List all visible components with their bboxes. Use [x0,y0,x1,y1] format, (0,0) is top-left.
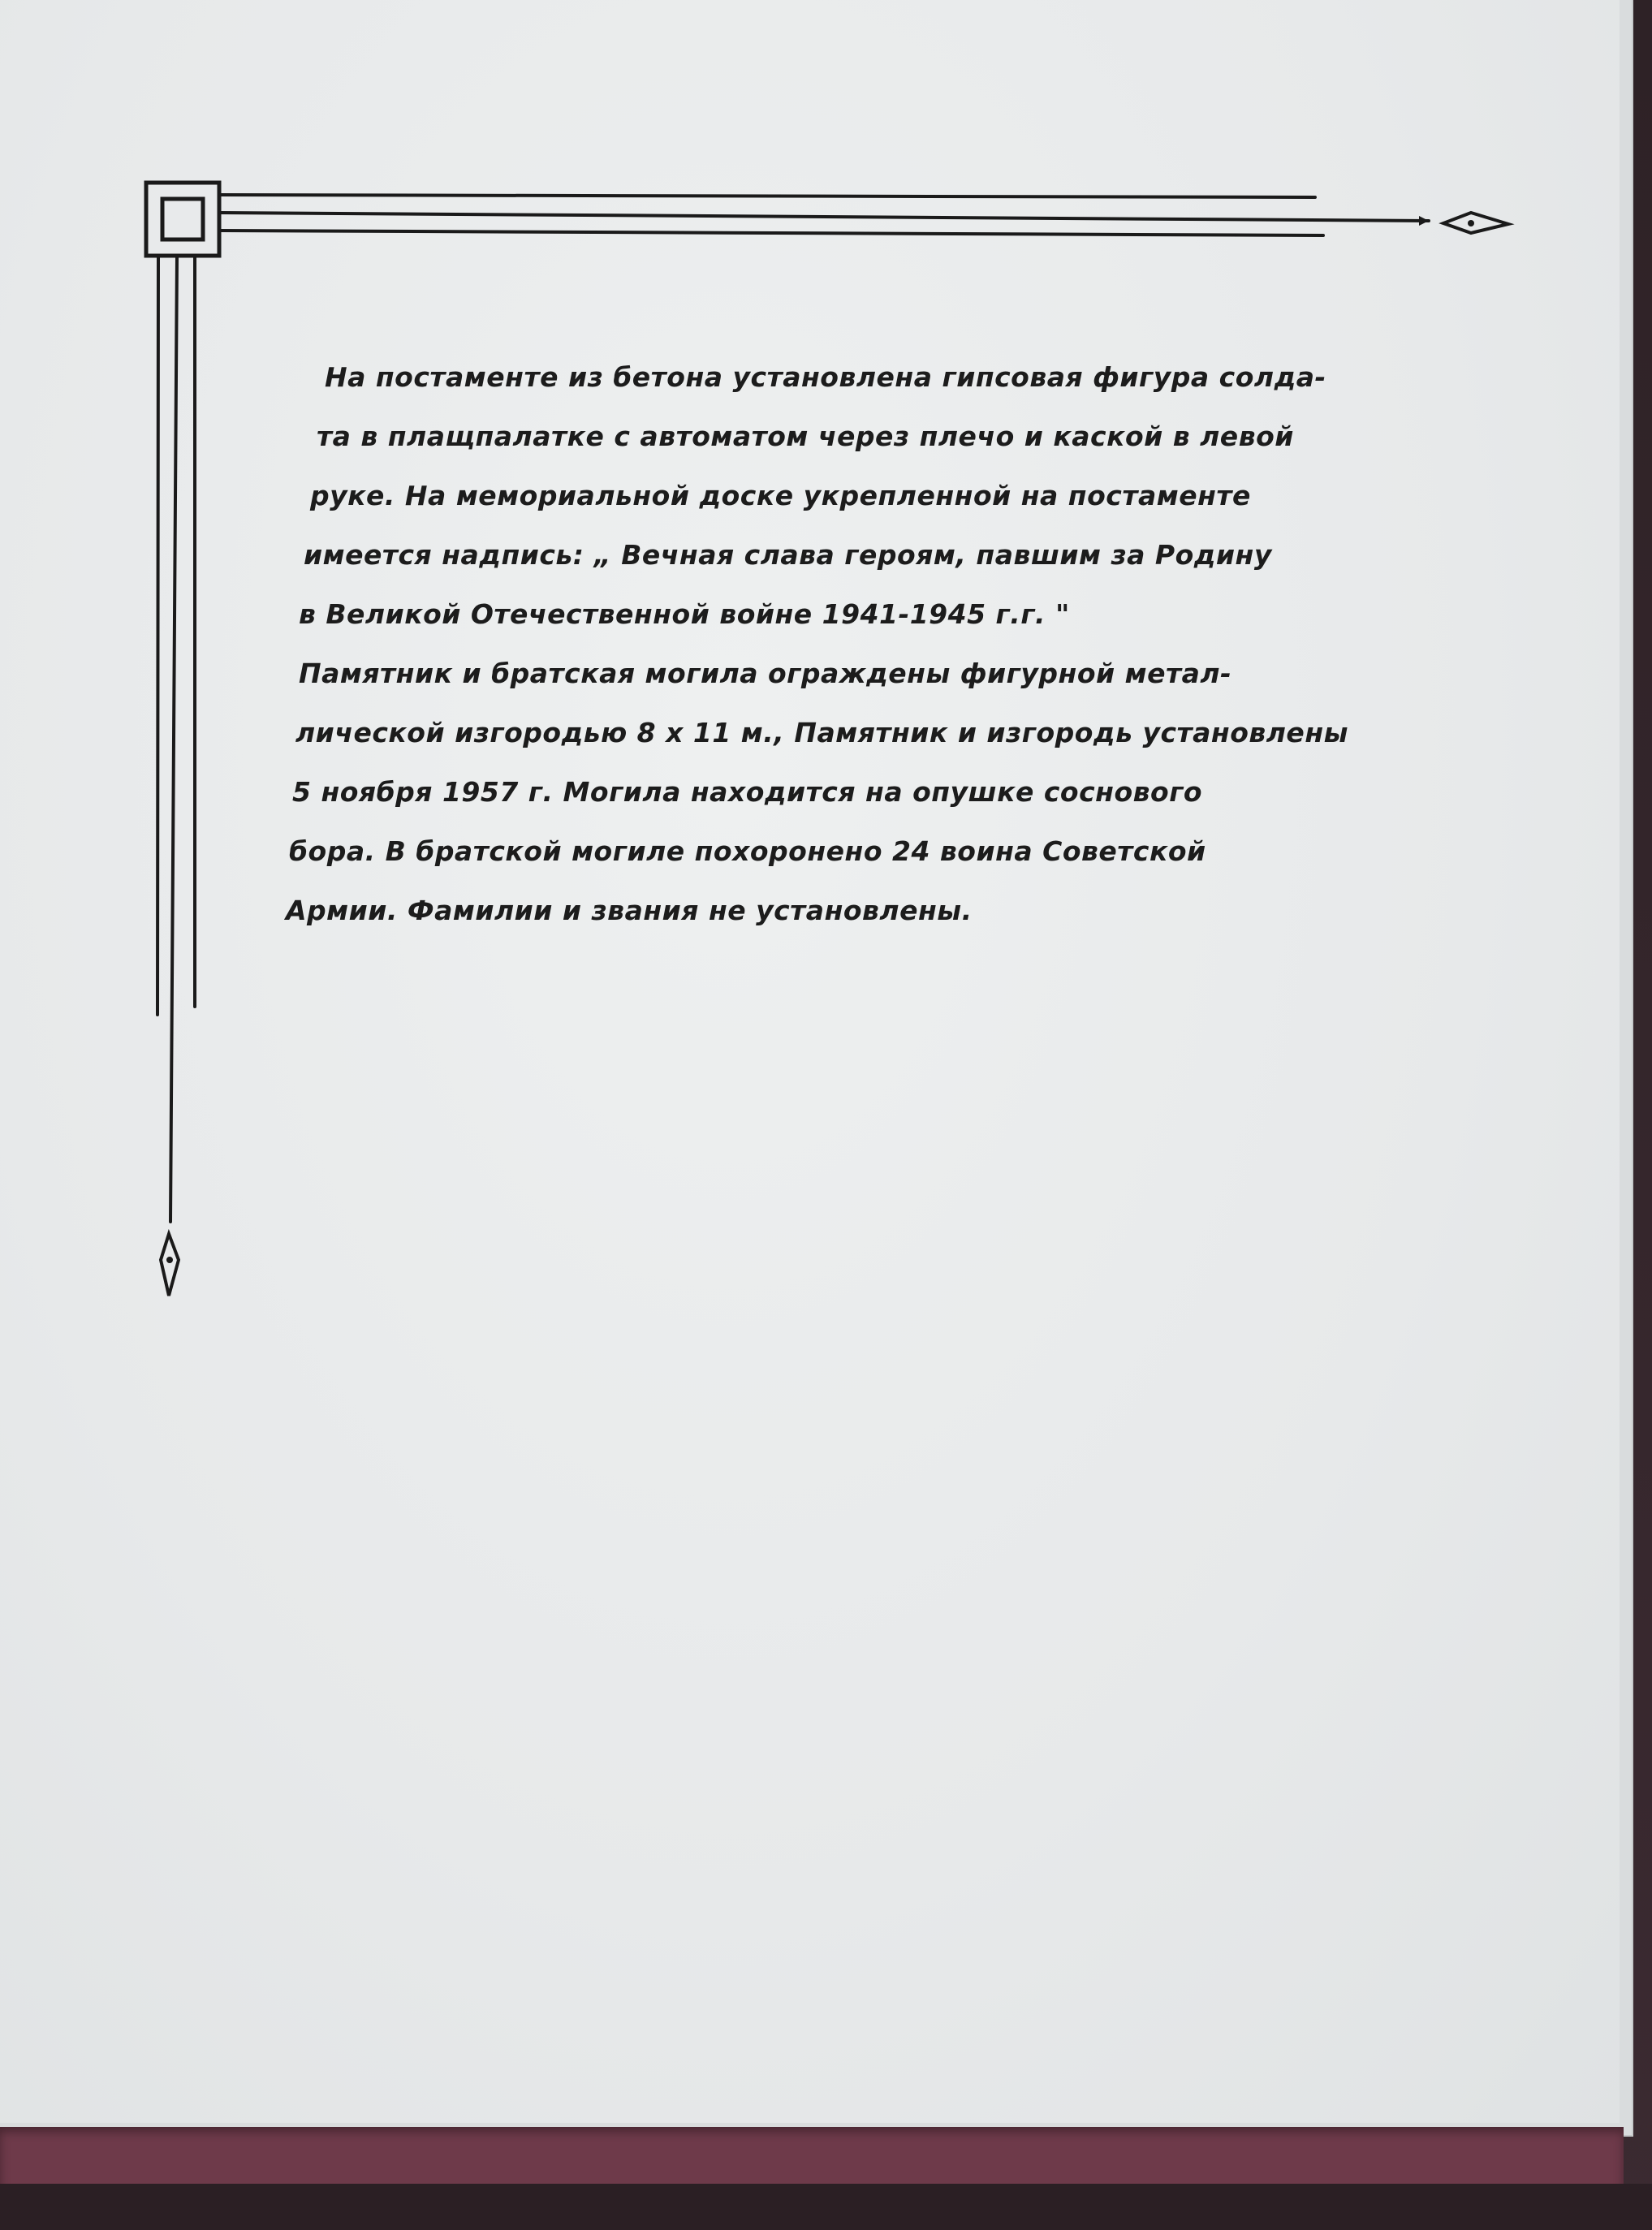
text-line: лической изгородью 8 х 11 м., Памятник и изгородь установлены [295,717,1348,748]
text-line: имеется надпись: „ Вечная слава героям, павшим за Родину [304,539,1272,571]
corner-square-inner-icon [162,199,203,239]
text-line: руке. На мемориальной доске укрепленной на постаменте [310,480,1251,511]
text-line: в Великой Отечественной войне 1941-1945 г.г. " [299,598,1070,630]
text-line: Памятник и братская могила ограждены фигурной метал- [299,658,1232,689]
text-line: Армии. Фамилии и звания не установлены. [286,895,973,926]
text-line: бора. В братской могиле похоронено 24 воина Советской [289,835,1206,867]
handwritten-text [286,347,1348,940]
corner-square-outer-icon [146,183,219,256]
text-line: На постаменте из бетона установлена гипсовая фигура солда- [325,361,1326,393]
text-line: та в плащпалатке с автоматом через плечо и каской в левой [317,421,1294,452]
text-line: 5 ноября 1957 г. Могила находится на опушке соснового [292,776,1203,808]
